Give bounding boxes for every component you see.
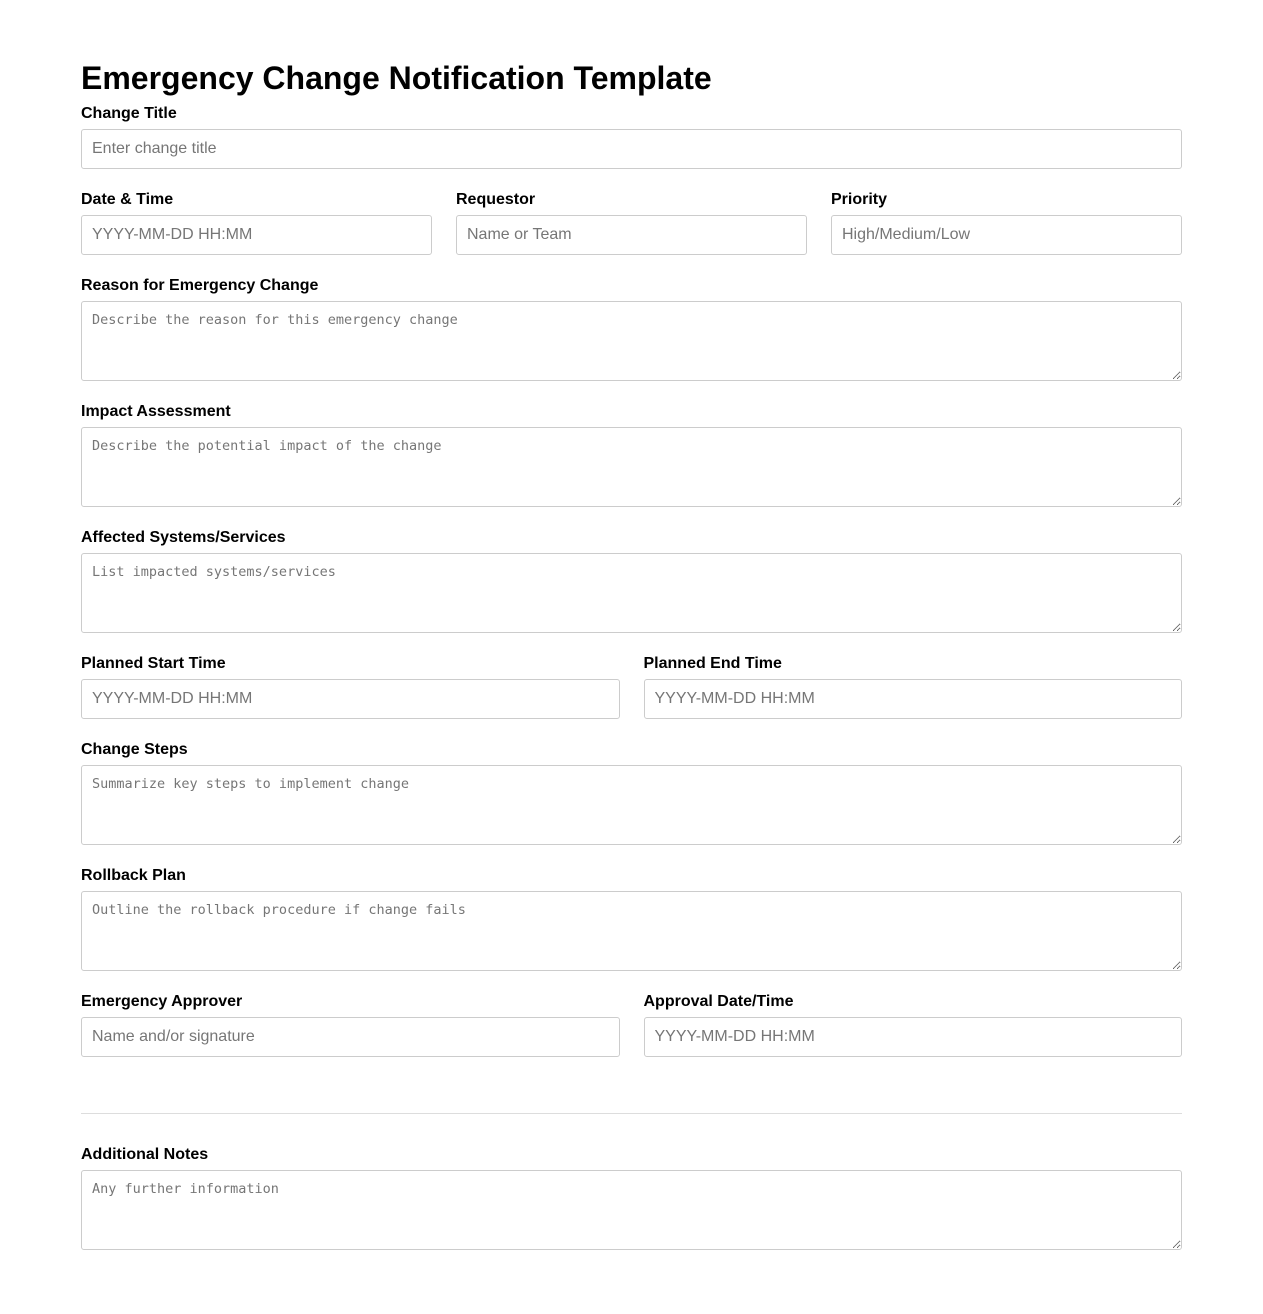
approval-datetime-field bbox=[644, 993, 1183, 1057]
date-requestor-priority-row bbox=[81, 191, 1182, 255]
change-title-input[interactable] bbox=[81, 129, 1182, 169]
impact-label: Impact Assessment bbox=[81, 403, 231, 420]
rollback-plan-label: Rollback Plan bbox=[81, 867, 186, 884]
planned-start-input[interactable] bbox=[81, 679, 620, 719]
requestor-input[interactable] bbox=[456, 215, 807, 255]
affected-systems-label: Affected Systems/Services bbox=[81, 529, 286, 546]
planned-start-field bbox=[81, 655, 620, 719]
additional-notes-label: Additional Notes bbox=[81, 1146, 209, 1163]
planned-times-row bbox=[81, 655, 1182, 719]
additional-notes-textarea[interactable] bbox=[81, 1170, 1182, 1250]
approval-row bbox=[81, 993, 1182, 1057]
reason-field bbox=[81, 277, 1182, 381]
reason-label: Reason for Emergency Change bbox=[81, 277, 319, 294]
priority-field bbox=[831, 191, 1182, 255]
emergency-change-form bbox=[81, 56, 1182, 1250]
page-title: Emergency Change Notification Template bbox=[81, 60, 712, 96]
priority-label: Priority bbox=[831, 191, 888, 208]
date-time-field bbox=[81, 191, 432, 255]
approver-field bbox=[81, 993, 620, 1057]
affected-systems-textarea[interactable] bbox=[81, 553, 1182, 633]
approver-label: Emergency Approver bbox=[81, 993, 243, 1010]
rollback-plan-field bbox=[81, 867, 1182, 971]
requestor-label: Requestor bbox=[456, 191, 536, 208]
planned-end-input[interactable] bbox=[644, 679, 1183, 719]
planned-end-label: Planned End Time bbox=[643, 655, 782, 672]
approval-datetime-input[interactable] bbox=[644, 1017, 1183, 1057]
date-time-input[interactable] bbox=[81, 215, 432, 255]
change-title-label: Change Title bbox=[81, 105, 177, 122]
change-steps-label: Change Steps bbox=[81, 741, 188, 758]
approval-datetime-label: Approval Date/Time bbox=[643, 993, 794, 1010]
planned-end-field bbox=[644, 655, 1183, 719]
affected-systems-field bbox=[81, 529, 1182, 633]
impact-field bbox=[81, 403, 1182, 507]
approver-input[interactable] bbox=[81, 1017, 620, 1057]
priority-input[interactable] bbox=[831, 215, 1182, 255]
section-divider bbox=[81, 1113, 1182, 1114]
planned-start-label: Planned Start Time bbox=[81, 655, 226, 672]
requestor-field bbox=[456, 191, 807, 255]
date-time-label: Date & Time bbox=[81, 191, 174, 208]
rollback-plan-textarea[interactable] bbox=[81, 891, 1182, 971]
change-title-field bbox=[81, 105, 1182, 169]
change-steps-field bbox=[81, 741, 1182, 845]
change-steps-textarea[interactable] bbox=[81, 765, 1182, 845]
reason-textarea[interactable] bbox=[81, 301, 1182, 381]
impact-textarea[interactable] bbox=[81, 427, 1182, 507]
additional-notes-field bbox=[81, 1146, 1182, 1250]
